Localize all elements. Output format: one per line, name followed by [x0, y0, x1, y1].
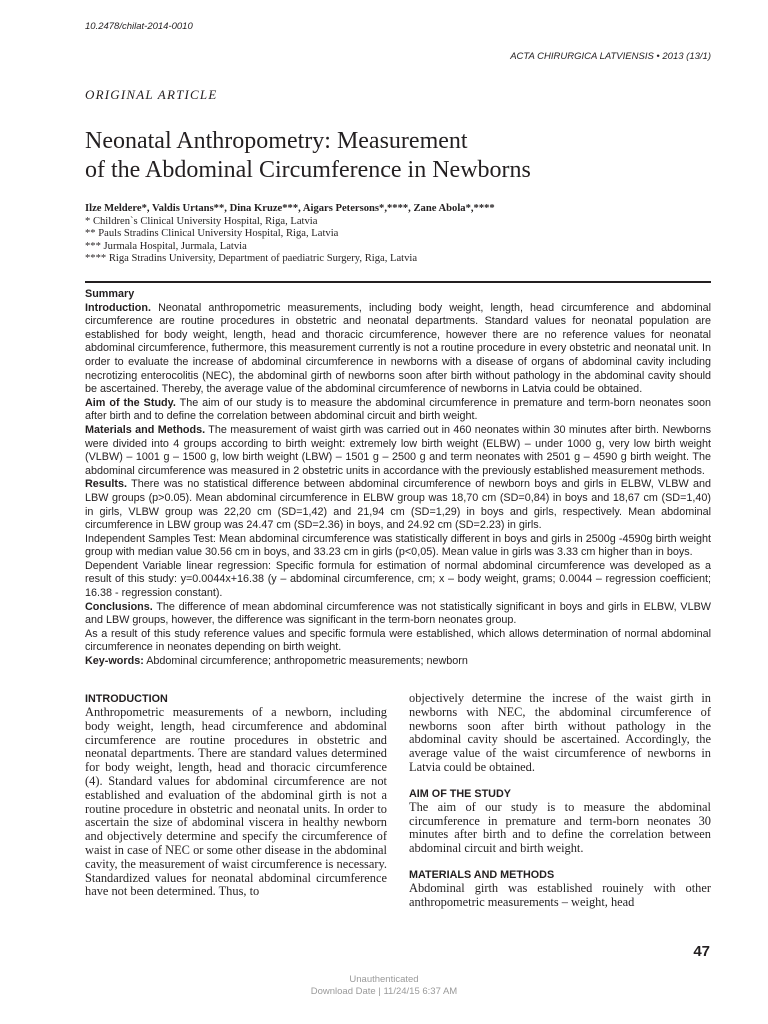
summary-independent-test: Independent Samples Test: Mean abdominal circumference was statistically different in boys and girls in 2500g -4590g birth weight group with median value 30.56 cm in boys, and 33.23 cm in girls (p<0,05). Mean value in girls was 3.33 cm higher than in boys. — [85, 532, 711, 559]
summary-introduction: Introduction. Neonatal anthropometric measurements, including body weight, length, head circumference and abdominal circumference are routine procedures in obstetric and neonatal departments. Standard values for neonatal population are established for body weight, length, head and thoracic circumference, however there are no reference values for neonatal abdominal circumference, futhermore, this measurement currently is not a routine procedure in every obstetric and neonatal unit. In order to evaluate the increase of abdominal circumference in newborns with a disease of organs of abdominal cavity including necrotizing enterocolitis (NEC), the abdominal girth of newborns soon after birth without pathology in the abdominal cavity should be ascertained. Thereby, the average value of the abdominal circumference of newborns in Latvia could be obtained. — [85, 301, 711, 396]
page-number: 47 — [693, 943, 710, 960]
author-block — [85, 203, 705, 266]
author-list: Ilze Meldere*, Valdis Urtans**, Dina Kruze***, Aigars Petersons*,****, Zane Abola*,**** — [85, 203, 495, 214]
introduction-continued: objectively determine the increse of the waist girth in newborns with NEC, the abdominal circumference of newborns soon after birth without pathology in the abdominal cavity should be ascertained. Accordingly, the average value of the waist circumference of newborns in Latvia could be obtained. — [409, 691, 711, 774]
introduction-text: Anthropometric measurements of a newborn, including body weight, length, head circumference and abdominal circumference are routine procedures in obstetric and neonatal departments. There are standard values determined for body weight, length, head and thoracic circumference (4). Standard values for abdominal circumference are not established and evaluation of the abdominal girth is not a routine procedure in obstetric and neonatal units. In order to ascertain the size of abdominal viscera in healthy newborn and objectively determine and specify the circumference of waist in case of NEC or some other disease in the abdominal cavity, the measurement of waist circumference is necessary. Standardized values for neonatal abdominal circumference have not been determined. Thus, to — [85, 705, 387, 899]
label: Key-words: — [85, 655, 144, 668]
body-column-right — [409, 692, 711, 910]
title-line-1: Neonatal Anthropometry: Measurement — [85, 128, 468, 154]
affiliation: * Children`s Clinical University Hospital, Riga, Latvia — [85, 215, 318, 227]
methods-text: Abdominal girth was established rouinely with other anthropometric measurements – weight, head — [409, 880, 711, 909]
label: Aim of the Study. — [85, 396, 176, 409]
summary-divider — [85, 281, 711, 283]
summary-result-paragraph: As a result of this study reference values and specific formula were established, which allows determination of normal abdominal circumference in neonates depending on birth weight. — [85, 627, 711, 654]
footer-line-1: Unauthenticated — [349, 974, 419, 985]
label: Results. — [85, 478, 128, 491]
label: Materials and Methods. — [85, 423, 206, 436]
label: Conclusions. — [85, 600, 153, 613]
article-type: ORIGINAL ARTICLE — [85, 87, 218, 102]
article-title — [85, 127, 705, 185]
summary-aim: Aim of the Study. The aim of our study is to measure the abdominal circumference in premature and term-born neonates soon after birth and to define the correlation between abdominal circuit and birth weight. — [85, 396, 711, 423]
summary-methods: Materials and Methods. The measurement of waist girth was carried out in 460 neonates within 30 minutes after birth. Newborns were divided into 4 groups according to birth weight: extremely low birth weight (ELBW) – under 1000 g, very low birth weight (VLBW) – 1001 g – 1500 g, low birth weight (LBW) – 1501 g – 2500 g and term neonates with 2501 g – 4590 g birth weight. The abdominal circumference was measured in 2 obstetric units in accordance with the previously established measurement methods. — [85, 423, 711, 477]
section-heading-introduction: INTRODUCTION — [85, 693, 168, 705]
body-column-left — [85, 692, 387, 899]
section-heading-aim: AIM OF THE STUDY — [409, 787, 511, 800]
summary-block — [85, 288, 711, 669]
summary-conclusions: Conclusions. The difference of mean abdominal circumference was not statistically significant in boys and girls in ELBW, VLBW and LBW groups, however, the difference was significant in the term-born neonates group. — [85, 600, 711, 627]
affiliation: **** Riga Stradins University, Department of paediatric Surgery, Riga, Latvia — [85, 253, 418, 265]
summary-heading: Summary — [85, 288, 135, 300]
journal-citation: ACTA CHIRURGICA LATVIENSIS • 2013 (13/1) — [510, 51, 711, 62]
label: Introduction. — [85, 301, 151, 314]
section-heading-methods: MATERIALS AND METHODS — [409, 868, 555, 881]
summary-keywords: Key-words: Abdominal circumference; anthropometric measurements; newborn — [85, 655, 468, 668]
title-line-2: of the Abdominal Circumference in Newborns — [85, 157, 531, 183]
affiliation: ** Pauls Stradins Clinical University Hospital, Riga, Latvia — [85, 228, 339, 240]
doi: 10.2478/chilat-2014-0010 — [85, 21, 193, 32]
aim-text: The aim of our study is to measure the abdominal circumference in premature and term-born neonates 30 minutes after birth and to define the correlation between abdominal circuit and birth weight. — [409, 799, 711, 856]
summary-results: Results. There was no statistical difference between abdominal circumference of newborn boys and girls in ELBW, VLBW and LBW groups (p>0.05). Mean abdominal circumference in ELBW group was 18,70 cm (SD=0,84) in boys and 18,67 cm (SD=1,40) in girls, VLBW group was 22,20 cm (SD=1,42) and 21,94 cm (SD=1,29) in boys and girls, respectively. Mean abdominal circumference in LBW group was 24.47 cm (SD=2.36) in boys, and 24.92 cm (SD=2.23) in girls. — [85, 478, 711, 532]
footer-line-2: Download Date | 11/24/15 6:37 AM — [310, 986, 458, 997]
summary-regression: Dependent Variable linear regression: Specific formula for estimation of normal abdominal circumference was developed as a result of this study: y=0.0044x+16.38 (y – abdominal circumference, cm; x – body weight, grams; 0.0044 – regression coefficient; 16.38 - regression constant). — [85, 559, 711, 600]
affiliation: *** Jurmala Hospital, Jurmala, Latvia — [85, 240, 247, 252]
download-footer — [0, 974, 768, 998]
